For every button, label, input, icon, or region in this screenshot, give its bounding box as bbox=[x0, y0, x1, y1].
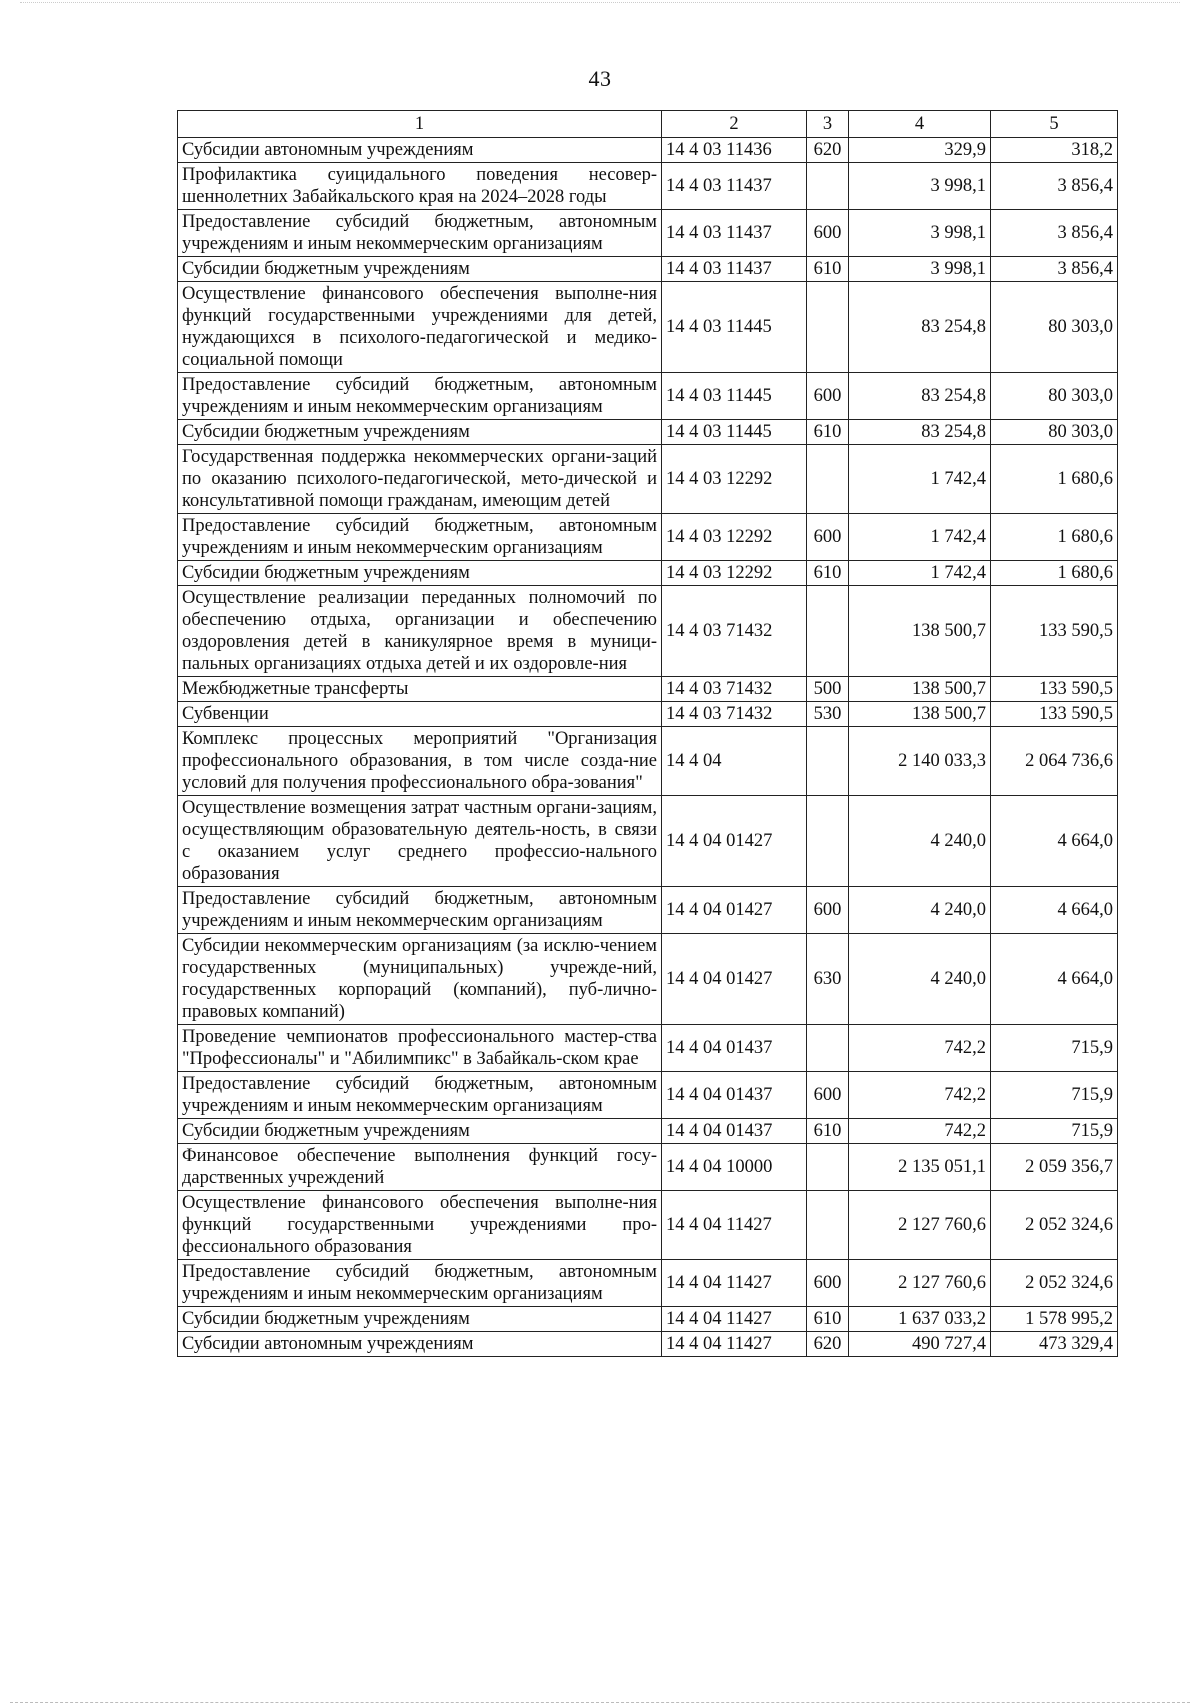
row-code: 14 4 03 71432 bbox=[662, 677, 807, 702]
row-name: Межбюджетные трансферты bbox=[178, 677, 662, 702]
table-row bbox=[178, 727, 1118, 796]
table-row bbox=[178, 1119, 1118, 1144]
row-amount-col5: 4 664,0 bbox=[991, 934, 1118, 1025]
row-expense-type: 610 bbox=[807, 257, 849, 282]
row-name: Финансовое обеспечение выполнения функций госу-дарственных учреждений bbox=[178, 1144, 662, 1191]
column-header-3: 3 bbox=[807, 111, 849, 138]
row-code: 14 4 04 01427 bbox=[662, 796, 807, 887]
row-name: Профилактика суицидального поведения несовер-шеннолетних Забайкальского края на 2024–2028 годы bbox=[178, 163, 662, 210]
row-name: Предоставление субсидий бюджетным, автономным учреждениям и иным некоммерческим организациям bbox=[178, 1260, 662, 1307]
scan-edge-line bbox=[20, 2, 1180, 3]
row-amount-col4: 1 637 033,2 bbox=[849, 1307, 991, 1332]
row-amount-col4: 1 742,4 bbox=[849, 514, 991, 561]
row-amount-col5: 2 052 324,6 bbox=[991, 1191, 1118, 1260]
row-name: Предоставление субсидий бюджетным, автономным учреждениям и иным некоммерческим организациям bbox=[178, 1072, 662, 1119]
column-header-2: 2 bbox=[662, 111, 807, 138]
row-expense-type bbox=[807, 727, 849, 796]
row-name: Осуществление финансового обеспечения выполне-ния функций государственными учреждениями для детей, нуждающихся в психолого-педагогической и медико-социальной помощи bbox=[178, 282, 662, 373]
table-row bbox=[178, 702, 1118, 727]
row-expense-type: 530 bbox=[807, 702, 849, 727]
column-header-1: 1 bbox=[178, 111, 662, 138]
row-expense-type: 500 bbox=[807, 677, 849, 702]
row-amount-col4: 138 500,7 bbox=[849, 586, 991, 677]
row-amount-col5: 80 303,0 bbox=[991, 373, 1118, 420]
scan-edge-line bbox=[10, 1702, 1190, 1703]
row-amount-col5: 3 856,4 bbox=[991, 257, 1118, 282]
row-name: Субсидии бюджетным учреждениям bbox=[178, 1307, 662, 1332]
table-header-row bbox=[178, 111, 1118, 138]
row-amount-col4: 4 240,0 bbox=[849, 887, 991, 934]
row-code: 14 4 03 11437 bbox=[662, 257, 807, 282]
row-name: Предоставление субсидий бюджетным, автономным учреждениям и иным некоммерческим организациям bbox=[178, 373, 662, 420]
row-expense-type bbox=[807, 1025, 849, 1072]
row-expense-type: 610 bbox=[807, 561, 849, 586]
row-amount-col5: 4 664,0 bbox=[991, 796, 1118, 887]
row-amount-col5: 80 303,0 bbox=[991, 282, 1118, 373]
row-amount-col5: 473 329,4 bbox=[991, 1332, 1118, 1357]
row-amount-col5: 3 856,4 bbox=[991, 210, 1118, 257]
column-header-4: 4 bbox=[849, 111, 991, 138]
row-amount-col4: 2 127 760,6 bbox=[849, 1191, 991, 1260]
table-row bbox=[178, 677, 1118, 702]
row-code: 14 4 04 11427 bbox=[662, 1260, 807, 1307]
table-row bbox=[178, 373, 1118, 420]
row-amount-col4: 490 727,4 bbox=[849, 1332, 991, 1357]
row-expense-type: 600 bbox=[807, 373, 849, 420]
row-expense-type: 600 bbox=[807, 1260, 849, 1307]
table-body bbox=[178, 138, 1118, 1357]
row-amount-col4: 138 500,7 bbox=[849, 702, 991, 727]
row-amount-col4: 2 135 051,1 bbox=[849, 1144, 991, 1191]
row-code: 14 4 04 11427 bbox=[662, 1332, 807, 1357]
row-name: Субсидии бюджетным учреждениям bbox=[178, 1119, 662, 1144]
row-code: 14 4 03 71432 bbox=[662, 702, 807, 727]
row-amount-col5: 4 664,0 bbox=[991, 887, 1118, 934]
table-row bbox=[178, 887, 1118, 934]
row-amount-col4: 1 742,4 bbox=[849, 561, 991, 586]
row-code: 14 4 04 11427 bbox=[662, 1191, 807, 1260]
row-expense-type: 620 bbox=[807, 138, 849, 163]
row-expense-type: 630 bbox=[807, 934, 849, 1025]
table-row bbox=[178, 796, 1118, 887]
row-expense-type bbox=[807, 445, 849, 514]
row-expense-type: 610 bbox=[807, 1307, 849, 1332]
row-code: 14 4 03 12292 bbox=[662, 561, 807, 586]
row-amount-col4: 4 240,0 bbox=[849, 796, 991, 887]
row-name: Осуществление реализации переданных полномочий по обеспечению отдыха, организации и обеспечению оздоровления детей в каникулярное время в муници-пальных организациях отдыха детей и их оздоровле-ния bbox=[178, 586, 662, 677]
row-code: 14 4 04 bbox=[662, 727, 807, 796]
row-amount-col4: 1 742,4 bbox=[849, 445, 991, 514]
row-amount-col4: 329,9 bbox=[849, 138, 991, 163]
row-expense-type: 600 bbox=[807, 514, 849, 561]
row-name: Государственная поддержка некоммерческих органи-заций по оказанию психолого-педагогической, мето-дической и консультативной помощи гражданам, имеющим детей bbox=[178, 445, 662, 514]
table-row bbox=[178, 445, 1118, 514]
table-row bbox=[178, 1191, 1118, 1260]
table-row bbox=[178, 420, 1118, 445]
column-header-5: 5 bbox=[991, 111, 1118, 138]
row-amount-col5: 1 578 995,2 bbox=[991, 1307, 1118, 1332]
row-expense-type: 600 bbox=[807, 210, 849, 257]
row-expense-type bbox=[807, 586, 849, 677]
row-amount-col5: 80 303,0 bbox=[991, 420, 1118, 445]
row-code: 14 4 04 11427 bbox=[662, 1307, 807, 1332]
row-code: 14 4 04 01437 bbox=[662, 1072, 807, 1119]
row-expense-type: 610 bbox=[807, 420, 849, 445]
table-row bbox=[178, 210, 1118, 257]
table-row bbox=[178, 1144, 1118, 1191]
row-code: 14 4 03 11445 bbox=[662, 373, 807, 420]
row-code: 14 4 03 12292 bbox=[662, 514, 807, 561]
row-amount-col4: 3 998,1 bbox=[849, 163, 991, 210]
table-row bbox=[178, 1332, 1118, 1357]
row-code: 14 4 03 71432 bbox=[662, 586, 807, 677]
row-amount-col5: 133 590,5 bbox=[991, 586, 1118, 677]
row-expense-type bbox=[807, 163, 849, 210]
row-amount-col5: 715,9 bbox=[991, 1072, 1118, 1119]
table-row bbox=[178, 586, 1118, 677]
row-code: 14 4 03 11445 bbox=[662, 282, 807, 373]
table-row bbox=[178, 1072, 1118, 1119]
row-amount-col4: 138 500,7 bbox=[849, 677, 991, 702]
row-expense-type: 610 bbox=[807, 1119, 849, 1144]
row-name: Субсидии бюджетным учреждениям bbox=[178, 561, 662, 586]
row-amount-col4: 2 140 033,3 bbox=[849, 727, 991, 796]
row-amount-col4: 3 998,1 bbox=[849, 257, 991, 282]
row-amount-col4: 83 254,8 bbox=[849, 420, 991, 445]
row-amount-col5: 2 059 356,7 bbox=[991, 1144, 1118, 1191]
row-name: Субсидии автономным учреждениям bbox=[178, 1332, 662, 1357]
row-code: 14 4 04 01437 bbox=[662, 1119, 807, 1144]
row-name: Субсидии некоммерческим организациям (за исклю-чением государственных (муниципальных) учрежде-ний, государственных корпораций (компаний), пуб-лично-правовых компаний) bbox=[178, 934, 662, 1025]
row-name: Осуществление возмещения затрат частным органи-зациям, осуществляющим образовательную деятель-ность, в связи с оказанием услуг среднего профессио-нального образования bbox=[178, 796, 662, 887]
row-amount-col4: 742,2 bbox=[849, 1025, 991, 1072]
row-amount-col5: 715,9 bbox=[991, 1025, 1118, 1072]
row-amount-col4: 742,2 bbox=[849, 1119, 991, 1144]
row-amount-col4: 742,2 bbox=[849, 1072, 991, 1119]
row-name: Субсидии бюджетным учреждениям bbox=[178, 420, 662, 445]
row-name: Субвенции bbox=[178, 702, 662, 727]
page-number: 43 bbox=[588, 66, 612, 91]
row-expense-type bbox=[807, 1144, 849, 1191]
table-row bbox=[178, 257, 1118, 282]
table-row bbox=[178, 163, 1118, 210]
row-expense-type: 600 bbox=[807, 1072, 849, 1119]
row-name: Комплекс процессных мероприятий "Организация профессионального образования, в том числе созда-ние условий для получения профессионального обра-зования" bbox=[178, 727, 662, 796]
row-name: Субсидии автономным учреждениям bbox=[178, 138, 662, 163]
row-expense-type: 620 bbox=[807, 1332, 849, 1357]
row-amount-col4: 83 254,8 bbox=[849, 373, 991, 420]
budget-table bbox=[177, 110, 1118, 1357]
table-row bbox=[178, 934, 1118, 1025]
row-amount-col5: 2 064 736,6 bbox=[991, 727, 1118, 796]
row-name: Предоставление субсидий бюджетным, автономным учреждениям и иным некоммерческим организациям bbox=[178, 887, 662, 934]
table-row bbox=[178, 514, 1118, 561]
row-expense-type bbox=[807, 1191, 849, 1260]
row-name: Осуществление финансового обеспечения выполне-ния функций государственными учреждениями про-фессионального образования bbox=[178, 1191, 662, 1260]
row-code: 14 4 04 01427 bbox=[662, 934, 807, 1025]
table-row bbox=[178, 282, 1118, 373]
row-code: 14 4 03 11437 bbox=[662, 210, 807, 257]
row-amount-col4: 4 240,0 bbox=[849, 934, 991, 1025]
row-code: 14 4 03 11437 bbox=[662, 163, 807, 210]
table-row bbox=[178, 1025, 1118, 1072]
row-expense-type bbox=[807, 282, 849, 373]
row-code: 14 4 04 10000 bbox=[662, 1144, 807, 1191]
row-expense-type bbox=[807, 796, 849, 887]
row-code: 14 4 03 12292 bbox=[662, 445, 807, 514]
row-name: Предоставление субсидий бюджетным, автономным учреждениям и иным некоммерческим организациям bbox=[178, 514, 662, 561]
row-amount-col5: 318,2 bbox=[991, 138, 1118, 163]
row-name: Субсидии бюджетным учреждениям bbox=[178, 257, 662, 282]
row-amount-col5: 1 680,6 bbox=[991, 445, 1118, 514]
table-row bbox=[178, 138, 1118, 163]
row-amount-col4: 3 998,1 bbox=[849, 210, 991, 257]
row-amount-col5: 3 856,4 bbox=[991, 163, 1118, 210]
row-amount-col4: 2 127 760,6 bbox=[849, 1260, 991, 1307]
table-row bbox=[178, 1307, 1118, 1332]
row-name: Предоставление субсидий бюджетным, автономным учреждениям и иным некоммерческим организациям bbox=[178, 210, 662, 257]
table-row bbox=[178, 561, 1118, 586]
row-code: 14 4 04 01437 bbox=[662, 1025, 807, 1072]
row-code: 14 4 04 01427 bbox=[662, 887, 807, 934]
row-amount-col5: 133 590,5 bbox=[991, 677, 1118, 702]
table-row bbox=[178, 1260, 1118, 1307]
row-code: 14 4 03 11436 bbox=[662, 138, 807, 163]
row-amount-col5: 715,9 bbox=[991, 1119, 1118, 1144]
row-code: 14 4 03 11445 bbox=[662, 420, 807, 445]
row-amount-col5: 2 052 324,6 bbox=[991, 1260, 1118, 1307]
row-expense-type: 600 bbox=[807, 887, 849, 934]
row-name: Проведение чемпионатов профессионального мастер-ства "Профессионалы" и "Абилимпикс" в Забайкаль-ском крае bbox=[178, 1025, 662, 1072]
row-amount-col5: 133 590,5 bbox=[991, 702, 1118, 727]
row-amount-col5: 1 680,6 bbox=[991, 514, 1118, 561]
row-amount-col4: 83 254,8 bbox=[849, 282, 991, 373]
row-amount-col5: 1 680,6 bbox=[991, 561, 1118, 586]
